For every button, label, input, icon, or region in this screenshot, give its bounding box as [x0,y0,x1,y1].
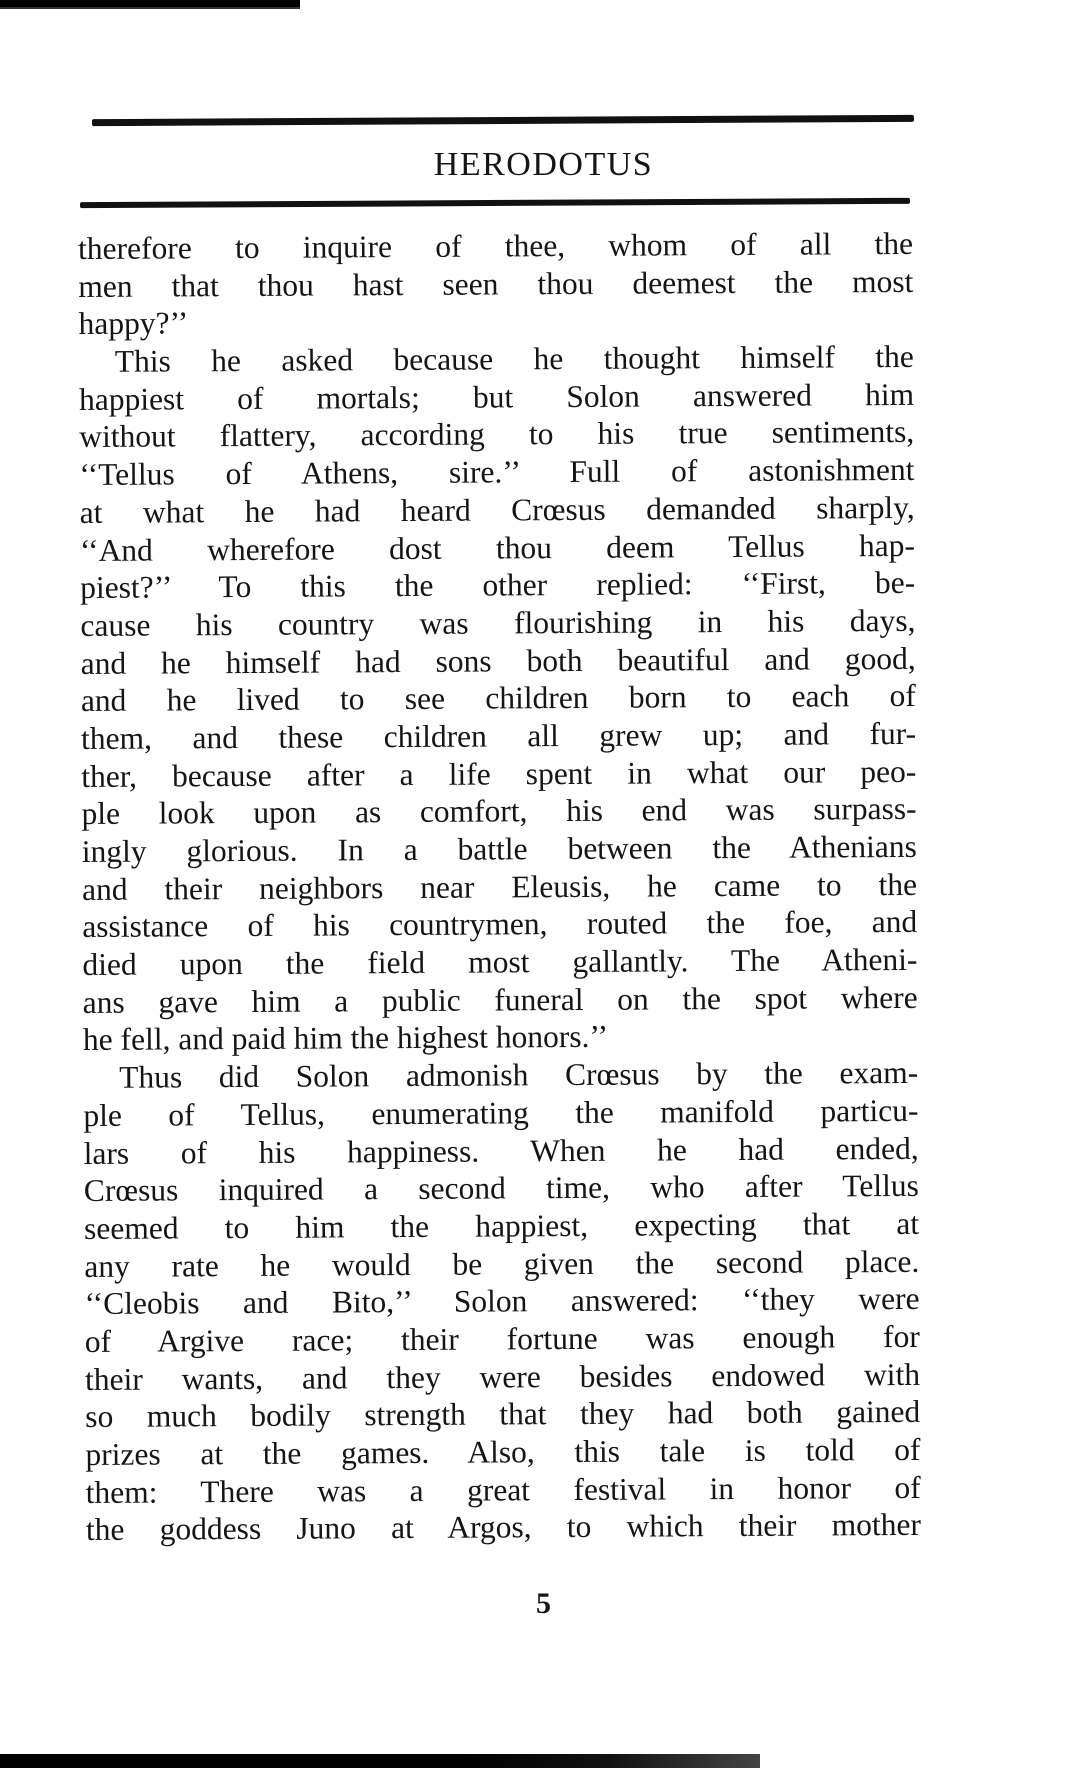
text-line: assistance of his countrymen, routed the foe, and [82,904,918,945]
text-line: therefore to inquire of thee, whom of all the [78,225,914,266]
text-line: ans gave him a public funeral on the spot where [82,979,918,1020]
text-line: men that thou hast seen thou deemest the most [78,263,914,304]
scan-edge-top [0,0,300,12]
text-line: ‘‘Cleobis and Bito,’’ Solon answered: ‘‘they were [84,1281,920,1322]
text-line: so much bodily strength that they had both gained [85,1394,921,1435]
text-line: and their neighbors near Eleusis, he came to the [81,866,918,907]
text-line: This he asked because he thought himself the [114,338,914,379]
text-line: ‘‘And wherefore dost thou deem Tellus hap- [79,527,916,568]
text-line: ple of Tellus, enumerating the manifold particu- [83,1092,919,1133]
text-line: happy?’’ [78,305,189,342]
text-line: Crœsus inquired a second time, who after Tellus [83,1168,919,1209]
header-rule-bottom [80,198,910,208]
text-line: piest?’’ To this the other replied: ‘‘First, be- [80,565,916,606]
text-line: seemed to him the happiest, expecting that at [83,1205,920,1246]
text-line: Thus did Solon admonish Crœsus by the exam- [119,1055,919,1095]
running-head: HERODOTUS [433,146,654,183]
text-line: without flattery, according to his true sentiments, [79,414,915,455]
page-number: 5 [536,1587,551,1620]
text-line: and he lived to see children born to each of [80,678,916,719]
text-line: died upon the field most gallantly. The Atheni- [82,941,918,983]
text-line: any rate he would be given the second place. [84,1243,920,1284]
text-line: ther, because after a life spent in what our peo- [81,753,917,794]
text-line: happiest of mortals; but Solon answered him [78,376,915,417]
text-line: ingly glorious. In a battle between the Athenians [81,828,917,869]
text-line: them, and these children all grew up; and fur- [80,715,917,756]
text-line: he fell, and paid him the highest honors.’’ [82,1019,609,1058]
text-line: the goddess Juno at Argos, to which their mother [85,1507,922,1548]
text-line: prizes at the games. Also, this tale is told of [85,1431,921,1472]
scan-edge-bottom [0,1754,760,1768]
text-line: them: There was a great festival in honor of [85,1469,921,1510]
text-line: lars of his happiness. When he had ended, [83,1130,919,1171]
text-line: cause his country was flourishing in his days, [80,602,916,643]
header-rule-top [92,115,914,126]
text-line: ple look upon as comfort, his end was surpass- [81,791,917,832]
text-line: and he himself had sons both beautiful and good, [80,640,916,681]
text-line: their wants, and they were besides endowed with [84,1356,921,1397]
text-line: at what he had heard Crœsus demanded sharply, [79,489,915,530]
body-text [78,225,921,1549]
text-line: ‘‘Tellus of Athens, sire.’’ Full of astonishment [79,452,915,493]
text-line: of Argive race; their fortune was enough for [84,1318,920,1359]
